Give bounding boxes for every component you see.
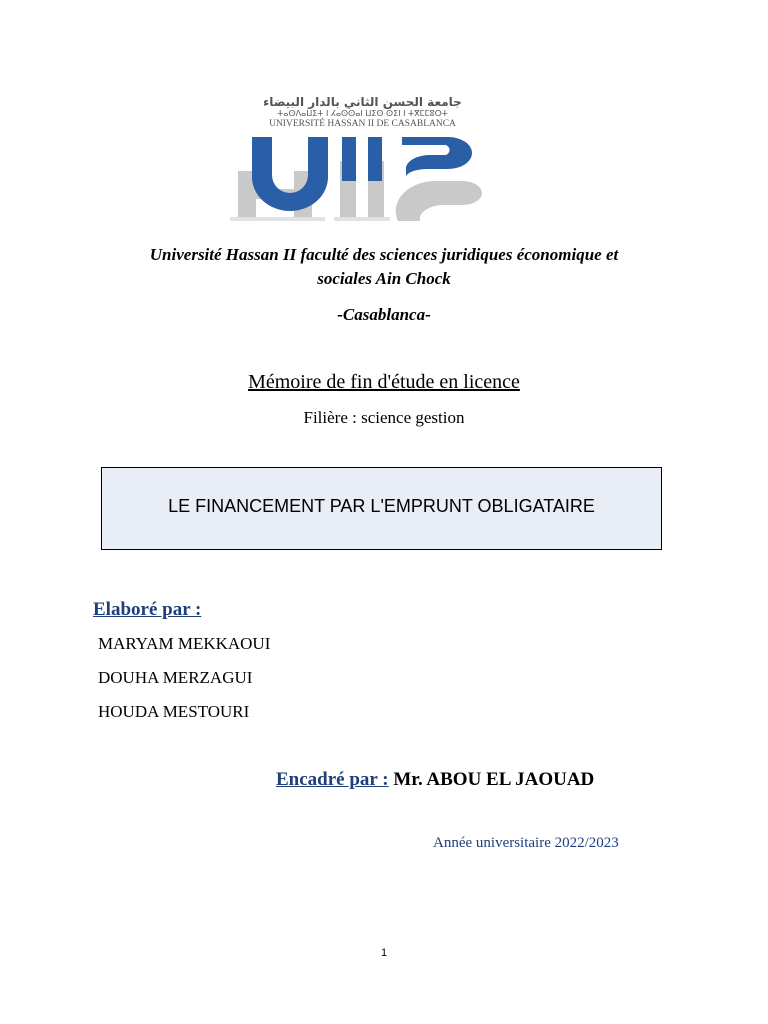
author-name: MARYAM MEKKAOUI — [98, 634, 271, 653]
university-name-line2: sociales Ain Chock — [317, 269, 451, 288]
subject-box — [101, 467, 662, 550]
authors-label: Elaboré par : — [93, 599, 202, 620]
city-name: -Casablanca- — [337, 305, 431, 324]
university-logo — [230, 95, 495, 227]
academic-year: Année universitaire 2022/2023 — [433, 835, 619, 851]
page-number: 1 — [380, 947, 388, 959]
uh2-logo-mark — [230, 131, 495, 227]
supervisor-line — [276, 769, 594, 791]
subject-title: LE FINANCEMENT PAR L'EMPRUNT OBLIGATAIRE — [168, 496, 595, 516]
logo-arabic-text: جامعة الحسن الثاني بالدار البيضاء — [263, 95, 462, 109]
logo-tifinagh-text: ⵜⴰⵙⴷⴰⵡⵉⵜ ⵏ ⵃⴰⵙⵙⴰⵏ ⵡⵉⵙ ⵙⵉⵏ ⵏ ⵜⴳⵎⵎⵓⵔⵜ — [277, 109, 448, 118]
author-name: HOUDA MESTOURI — [98, 702, 250, 721]
memoire-title: Mémoire de fin d'étude en licence — [248, 371, 520, 393]
supervisor-name: Mr. ABOU EL JAOUAD — [393, 769, 595, 790]
supervisor-label: Encadré par : — [276, 769, 389, 790]
university-name-line1: Université Hassan II faculté des sciences juridiques économique et — [149, 245, 619, 264]
logo-latin-text: UNIVERSITÉ HASSAN II DE CASABLANCA — [269, 119, 456, 129]
filiere-label: Filière : science gestion — [303, 408, 465, 427]
author-name: DOUHA MERZAGUI — [98, 668, 253, 687]
